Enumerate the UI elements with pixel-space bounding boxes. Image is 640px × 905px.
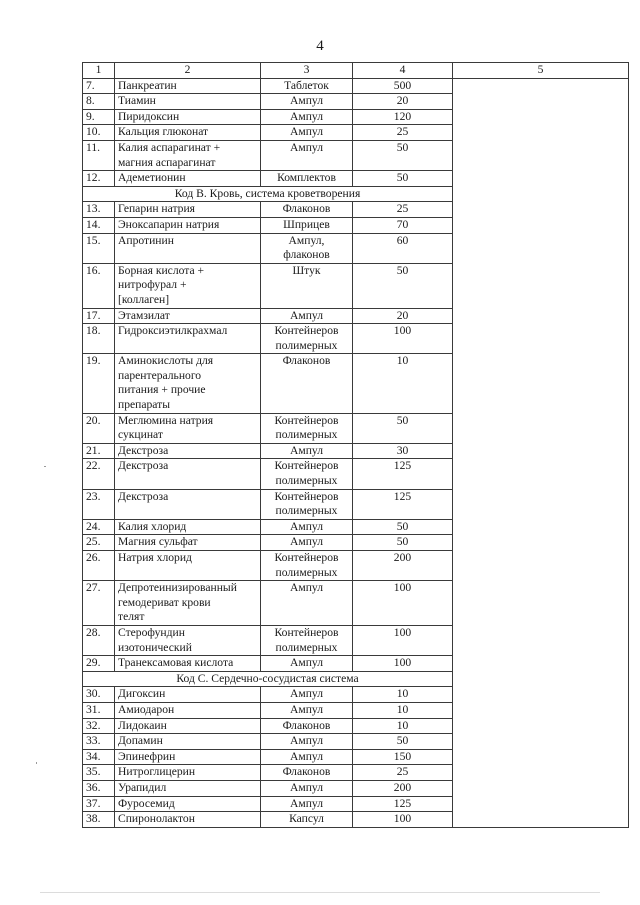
quantity: 30 xyxy=(353,443,453,459)
quantity: 200 xyxy=(353,780,453,796)
drug-name: Гепарин натрия xyxy=(115,202,261,218)
drug-name: Стерофундин изотонический xyxy=(115,625,261,655)
section-heading: Код С. Сердечно-сосудистая система xyxy=(83,671,453,687)
drug-name: Амиодарон xyxy=(115,702,261,718)
row-number: 35. xyxy=(83,765,115,781)
row-number: 34. xyxy=(83,749,115,765)
quantity: 100 xyxy=(353,581,453,626)
unit-of-measure: Ампул xyxy=(261,656,353,672)
row-number: 19. xyxy=(83,354,115,413)
drug-name: Эноксапарин натрия xyxy=(115,217,261,233)
quantity: 50 xyxy=(353,413,453,443)
row-number: 25. xyxy=(83,535,115,551)
quantity: 125 xyxy=(353,796,453,812)
drug-name: Этамзилат xyxy=(115,308,261,324)
drug-name: Калия аспарагинат + магния аспарагинат xyxy=(115,140,261,170)
drug-name: Меглюмина натрия сукцинат xyxy=(115,413,261,443)
row-number: 22. xyxy=(83,459,115,489)
row-number: 10. xyxy=(83,125,115,141)
unit-of-measure: Контейнеров полимерных xyxy=(261,459,353,489)
drug-name: Гидроксиэтилкрахмал xyxy=(115,324,261,354)
unit-of-measure: Ампул xyxy=(261,140,353,170)
row-number: 14. xyxy=(83,217,115,233)
row-number: 21. xyxy=(83,443,115,459)
unit-of-measure: Шприцев xyxy=(261,217,353,233)
unit-of-measure: Ампул xyxy=(261,308,353,324)
drug-name: Кальция глюконат xyxy=(115,125,261,141)
unit-of-measure: Ампул, флаконов xyxy=(261,233,353,263)
unit-of-measure: Капсул xyxy=(261,812,353,828)
quantity: 25 xyxy=(353,765,453,781)
row-number: 18. xyxy=(83,324,115,354)
unit-of-measure: Флаконов xyxy=(261,718,353,734)
table-header-row xyxy=(83,63,629,79)
quantity: 50 xyxy=(353,140,453,170)
unit-of-measure: Ампул xyxy=(261,749,353,765)
unit-of-measure: Ампул xyxy=(261,702,353,718)
quantity: 500 xyxy=(353,78,453,94)
row-number: 37. xyxy=(83,796,115,812)
drug-name: Эпинефрин xyxy=(115,749,261,765)
scan-speck xyxy=(44,466,46,467)
row-number: 23. xyxy=(83,489,115,519)
row-number: 15. xyxy=(83,233,115,263)
drug-name: Нитроглицерин xyxy=(115,765,261,781)
drug-name: Декстроза xyxy=(115,459,261,489)
quantity: 120 xyxy=(353,109,453,125)
quantity: 25 xyxy=(353,202,453,218)
row-number: 27. xyxy=(83,581,115,626)
quantity: 200 xyxy=(353,551,453,581)
row-number: 17. xyxy=(83,308,115,324)
quantity: 50 xyxy=(353,519,453,535)
quantity: 10 xyxy=(353,687,453,703)
row-number: 11. xyxy=(83,140,115,170)
row-number: 36. xyxy=(83,780,115,796)
page-number: 4 xyxy=(316,38,324,54)
unit-of-measure: Комплектов xyxy=(261,171,353,187)
quantity: 50 xyxy=(353,734,453,750)
unit-of-measure: Ампул xyxy=(261,780,353,796)
drug-name: Транексамовая кислота xyxy=(115,656,261,672)
row-number: 30. xyxy=(83,687,115,703)
drug-name: Фуросемид xyxy=(115,796,261,812)
drug-name: Калия хлорид xyxy=(115,519,261,535)
drug-name: Дигоксин xyxy=(115,687,261,703)
quantity: 70 xyxy=(353,217,453,233)
row-number: 38. xyxy=(83,812,115,828)
row-number: 26. xyxy=(83,551,115,581)
unit-of-measure: Ампул xyxy=(261,734,353,750)
unit-of-measure: Контейнеров полимерных xyxy=(261,324,353,354)
unit-of-measure: Ампул xyxy=(261,581,353,626)
drug-name: Апротинин xyxy=(115,233,261,263)
scan-speck xyxy=(40,892,600,893)
quantity: 50 xyxy=(353,171,453,187)
drug-name: Пиридоксин xyxy=(115,109,261,125)
quantity: 10 xyxy=(353,718,453,734)
table-row xyxy=(83,78,629,94)
quantity: 100 xyxy=(353,656,453,672)
row-number: 12. xyxy=(83,171,115,187)
unit-of-measure: Контейнеров полимерных xyxy=(261,489,353,519)
drug-name: Допамин xyxy=(115,734,261,750)
row-number: 24. xyxy=(83,519,115,535)
unit-of-measure: Флаконов xyxy=(261,765,353,781)
drug-name: Лидокаин xyxy=(115,718,261,734)
header-col-1: 1 xyxy=(83,63,115,79)
unit-of-measure: Контейнеров полимерных xyxy=(261,625,353,655)
unit-of-measure: Ампул xyxy=(261,109,353,125)
quantity: 10 xyxy=(353,354,453,413)
row-number: 31. xyxy=(83,702,115,718)
quantity: 10 xyxy=(353,702,453,718)
quantity: 50 xyxy=(353,535,453,551)
unit-of-measure: Флаконов xyxy=(261,202,353,218)
unit-of-measure: Ампул xyxy=(261,125,353,141)
quantity: 100 xyxy=(353,812,453,828)
row-number: 20. xyxy=(83,413,115,443)
unit-of-measure: Штук xyxy=(261,263,353,308)
row-number: 13. xyxy=(83,202,115,218)
medication-table xyxy=(82,62,629,828)
row-number: 28. xyxy=(83,625,115,655)
quantity: 25 xyxy=(353,125,453,141)
quantity: 100 xyxy=(353,625,453,655)
drug-name: Спиронолактон xyxy=(115,812,261,828)
quantity: 125 xyxy=(353,489,453,519)
unit-of-measure: Контейнеров полимерных xyxy=(261,551,353,581)
notes-cell xyxy=(453,78,629,827)
unit-of-measure: Ампул xyxy=(261,94,353,110)
quantity: 20 xyxy=(353,94,453,110)
drug-name: Аминокислоты для парентерального питания + прочие препараты xyxy=(115,354,261,413)
quantity: 20 xyxy=(353,308,453,324)
quantity: 50 xyxy=(353,263,453,308)
unit-of-measure: Ампул xyxy=(261,796,353,812)
quantity: 60 xyxy=(353,233,453,263)
drug-name: Декстроза xyxy=(115,489,261,519)
drug-name: Панкреатин xyxy=(115,78,261,94)
quantity: 125 xyxy=(353,459,453,489)
unit-of-measure: Ампул xyxy=(261,535,353,551)
unit-of-measure: Ампул xyxy=(261,687,353,703)
row-number: 32. xyxy=(83,718,115,734)
drug-name: Борная кислота + нитрофурал + [коллаген] xyxy=(115,263,261,308)
drug-name: Адеметионин xyxy=(115,171,261,187)
row-number: 9. xyxy=(83,109,115,125)
row-number: 33. xyxy=(83,734,115,750)
section-heading: Код В. Кровь, система кроветворения xyxy=(83,186,453,202)
header-col-3: 3 xyxy=(261,63,353,79)
scan-speck xyxy=(36,762,37,764)
header-col-5: 5 xyxy=(453,63,629,79)
drug-name: Магния сульфат xyxy=(115,535,261,551)
unit-of-measure: Ампул xyxy=(261,519,353,535)
row-number: 16. xyxy=(83,263,115,308)
unit-of-measure: Ампул xyxy=(261,443,353,459)
drug-name: Тиамин xyxy=(115,94,261,110)
header-col-2: 2 xyxy=(115,63,261,79)
row-number: 8. xyxy=(83,94,115,110)
quantity: 150 xyxy=(353,749,453,765)
row-number: 7. xyxy=(83,78,115,94)
drug-name: Натрия хлорид xyxy=(115,551,261,581)
unit-of-measure: Флаконов xyxy=(261,354,353,413)
drug-name: Урапидил xyxy=(115,780,261,796)
row-number: 29. xyxy=(83,656,115,672)
drug-name: Декстроза xyxy=(115,443,261,459)
unit-of-measure: Таблеток xyxy=(261,78,353,94)
unit-of-measure: Контейнеров полимерных xyxy=(261,413,353,443)
drug-name: Депротеинизированный гемодериват крови телят xyxy=(115,581,261,626)
quantity: 100 xyxy=(353,324,453,354)
header-col-4: 4 xyxy=(353,63,453,79)
